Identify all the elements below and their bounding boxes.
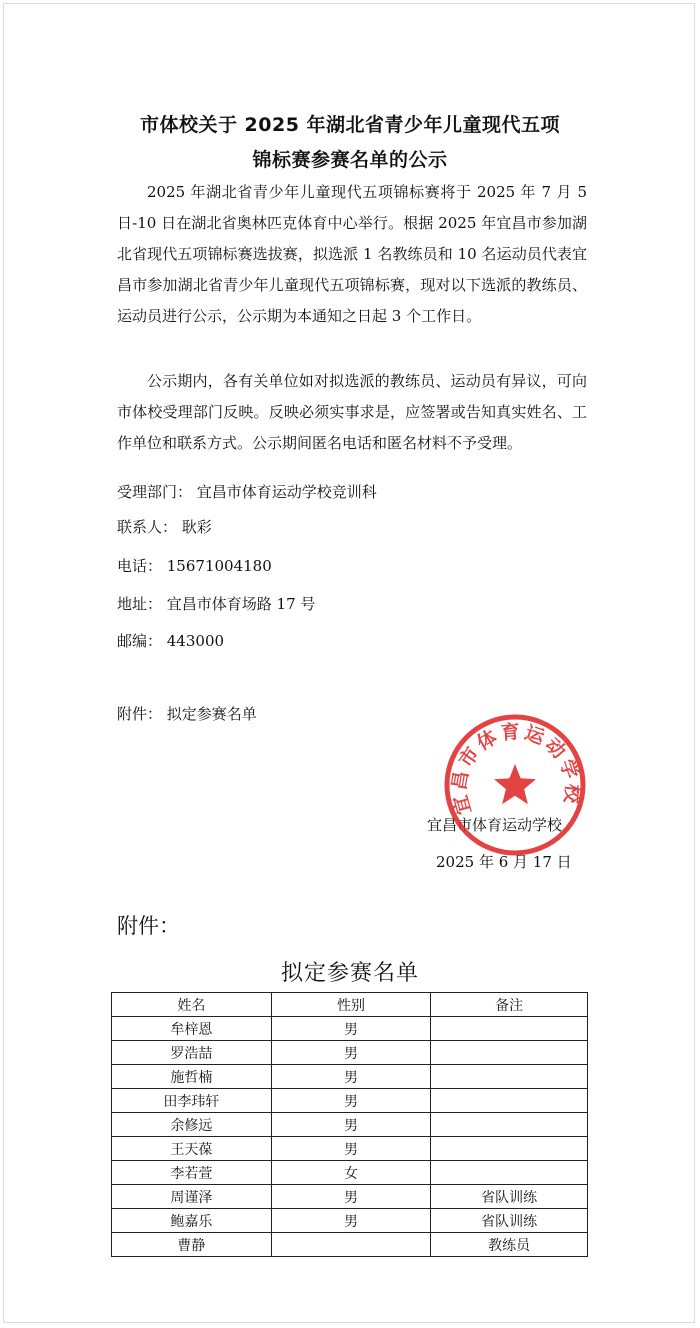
cell-gender: 女 bbox=[271, 1161, 431, 1185]
cell-name: 施哲楠 bbox=[112, 1065, 272, 1089]
notice-paragraph-1: 2025 年湖北省青少年儿童现代五项锦标赛将于 2025 年 7 月 5 日-10 日在湖北省奥林匹克体育中心举行。根据 2025 年宜昌市参加湖北省现代五项锦标赛选拔赛，拟选派 1 名教练员和 10 名运动员代表宜昌市参加湖北省青少年儿童现代五项锦标赛，现对以下选派的教练员、运动员进行公示，公示期为本通知之日起 3 个工作日。 bbox=[117, 183, 587, 325]
table-row bbox=[112, 1137, 588, 1161]
table-row bbox=[112, 1233, 588, 1257]
cell-gender: 男 bbox=[271, 1065, 431, 1089]
department-line: 受理部门： 宜昌市体育运动学校竞训科 bbox=[117, 483, 377, 501]
table-row bbox=[112, 1161, 588, 1185]
cell-gender: 男 bbox=[271, 1185, 431, 1209]
column-header-gender: 性别 bbox=[271, 993, 431, 1017]
cell-name: 罗浩喆 bbox=[112, 1041, 272, 1065]
cell-gender: 男 bbox=[271, 1209, 431, 1233]
cell-note bbox=[431, 1041, 588, 1065]
cell-gender: 男 bbox=[271, 1041, 431, 1065]
cell-name: 田李玮轩 bbox=[112, 1089, 272, 1113]
cell-note bbox=[431, 1065, 588, 1089]
cell-name: 王天葆 bbox=[112, 1137, 272, 1161]
cell-gender: 男 bbox=[271, 1113, 431, 1137]
cell-name: 曹静 bbox=[112, 1233, 272, 1257]
table-row bbox=[112, 1209, 588, 1233]
cell-name: 鲍嘉乐 bbox=[112, 1209, 272, 1233]
cell-name: 周谨泽 bbox=[112, 1185, 272, 1209]
official-seal bbox=[442, 712, 588, 858]
table-row bbox=[112, 1017, 588, 1041]
table-row bbox=[112, 1065, 588, 1089]
attachment-heading: 附件： bbox=[117, 914, 180, 938]
cell-gender: 男 bbox=[271, 1137, 431, 1161]
notice-title-line1: 市体校关于 2025 年湖北省青少年儿童现代五项 bbox=[139, 114, 561, 136]
cell-note bbox=[431, 1089, 588, 1113]
cell-note bbox=[431, 1161, 588, 1185]
attachment-note: 附件： 拟定参赛名单 bbox=[117, 705, 257, 723]
cell-gender: 男 bbox=[271, 1017, 431, 1041]
postcode-line: 邮编： 443000 bbox=[117, 632, 225, 650]
column-header-name: 姓名 bbox=[112, 993, 272, 1017]
notice-paragraph-2: 公示期内，各有关单位如对拟选派的教练员、运动员有异议，可向市体校受理部门反映。反映必须实事求是，应签署或告知真实姓名、工作单位和联系方式。公示期间匿名电话和匿名材料不予受理。 bbox=[117, 372, 587, 452]
roster-header-row bbox=[112, 993, 588, 1017]
cell-name: 李若萱 bbox=[112, 1161, 272, 1185]
table-row bbox=[112, 1089, 588, 1113]
phone-line: 电话： 15671004180 bbox=[117, 557, 272, 575]
cell-name: 牟梓恩 bbox=[112, 1017, 272, 1041]
cell-name: 余修远 bbox=[112, 1113, 272, 1137]
contact-line: 联系人： 耿彩 bbox=[117, 518, 212, 536]
cell-note bbox=[431, 1017, 588, 1041]
cell-note bbox=[431, 1113, 588, 1137]
address-line: 地址： 宜昌市体育场路 17 号 bbox=[117, 595, 316, 613]
roster-table bbox=[111, 992, 588, 1257]
seal-star-icon bbox=[494, 764, 536, 804]
cell-gender: 男 bbox=[271, 1089, 431, 1113]
notice-title-line2: 锦标赛参赛名单的公示 bbox=[252, 149, 448, 171]
cell-note: 省队训练 bbox=[431, 1209, 588, 1233]
roster-title: 拟定参赛名单 bbox=[280, 961, 419, 986]
table-row bbox=[112, 1113, 588, 1137]
cell-gender bbox=[271, 1233, 431, 1257]
table-row bbox=[112, 1041, 588, 1065]
seal-text: 宜昌市体育运动学校 bbox=[448, 720, 584, 817]
table-row bbox=[112, 1185, 588, 1209]
cell-note: 省队训练 bbox=[431, 1185, 588, 1209]
signer-name: 宜昌市体育运动学校 bbox=[427, 816, 563, 834]
column-header-note: 备注 bbox=[431, 993, 588, 1017]
cell-note bbox=[431, 1137, 588, 1161]
signing-date: 2025 年 6 月 17 日 bbox=[436, 853, 572, 871]
cell-note: 教练员 bbox=[431, 1233, 588, 1257]
